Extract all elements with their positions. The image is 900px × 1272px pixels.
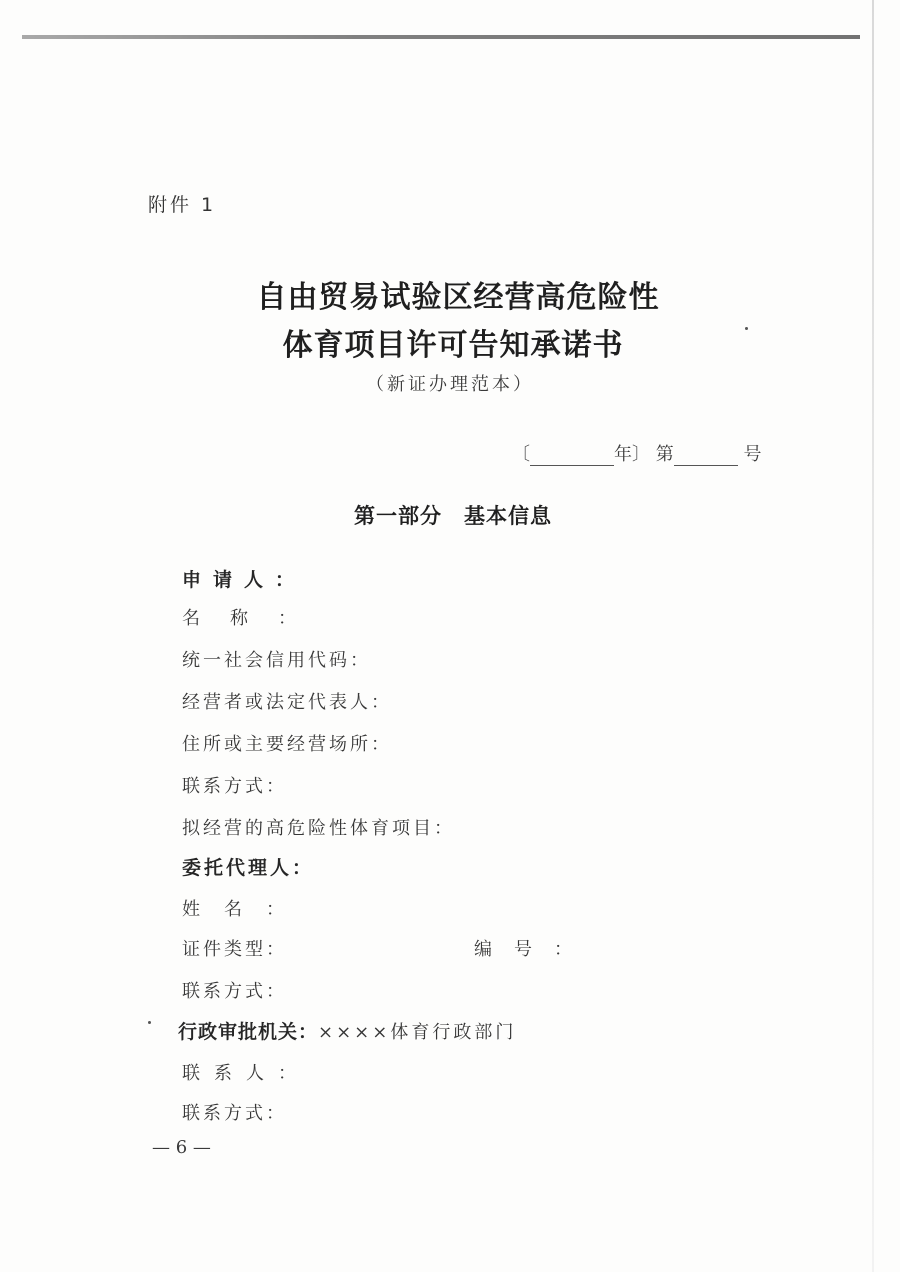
scan-top-border xyxy=(22,35,860,39)
legal-rep-label: 经营者或法定代表人： xyxy=(182,692,392,713)
doc-number-suffix: 号 xyxy=(743,444,762,465)
address-label: 住所或主要经营场所： xyxy=(182,734,392,755)
agent-contact-row xyxy=(182,977,287,1003)
agent-heading xyxy=(182,853,314,880)
sport-project-label: 拟经营的高危险性体育项目： xyxy=(182,818,455,839)
agent-name-label: 姓名： xyxy=(182,899,308,920)
page-number: — 6 — xyxy=(152,1137,211,1158)
authority-value: ××××体育行政部门 xyxy=(318,1022,517,1043)
attachment-label: 附件 1 xyxy=(148,194,217,216)
doc-number-open-bracket: 〔 xyxy=(512,444,530,465)
authority-contact-person-row xyxy=(182,1059,310,1085)
applicant-contact-row xyxy=(182,772,287,798)
applicant-name-row xyxy=(182,604,326,630)
section-title xyxy=(354,500,552,530)
agent-contact-label: 联系方式： xyxy=(182,981,287,1002)
document-title-line1: 自由贸易试验区经营高危险性 xyxy=(256,280,660,315)
authority-contact-row xyxy=(182,1099,287,1125)
applicant-name-label: 名称： xyxy=(182,608,326,629)
authority-row xyxy=(178,1017,516,1044)
number-blank xyxy=(674,445,738,466)
section-name: 基本信息 xyxy=(464,503,552,528)
scan-speck xyxy=(148,1021,151,1024)
sport-project-row xyxy=(182,814,455,840)
legal-rep-row xyxy=(182,688,392,714)
document-subtitle: （新证办理范本） xyxy=(366,374,534,395)
year-blank xyxy=(530,445,614,466)
doc-number-year-label: 年〕 xyxy=(614,444,650,465)
agent-name-row xyxy=(182,895,308,921)
applicant-heading xyxy=(182,565,306,592)
document-number-line xyxy=(512,440,761,466)
applicant-contact-label: 联系方式： xyxy=(182,776,287,797)
authority-heading: 行政审批机关： xyxy=(178,1021,319,1043)
agent-id-type-label: 证件类型： xyxy=(182,939,287,960)
address-row xyxy=(182,730,392,756)
doc-number-ordinal-prefix: 第 xyxy=(655,444,674,465)
section-part: 第一部分 xyxy=(354,503,442,528)
agent-id-number-label: 编号： xyxy=(474,939,594,960)
agent-id-type-row xyxy=(182,935,287,961)
document-title-line2: 体育项目许可告知承诺书 xyxy=(282,328,624,363)
agent-id-number-row xyxy=(474,935,594,961)
authority-contact-person-label: 联系人： xyxy=(182,1063,310,1084)
applicant-heading-text: 申请人： xyxy=(182,569,307,591)
credit-code-row xyxy=(182,646,371,672)
scan-right-edge xyxy=(872,0,874,1272)
credit-code-label: 统一社会信用代码： xyxy=(182,650,371,671)
agent-heading-text: 委托代理人： xyxy=(182,857,315,879)
authority-contact-label: 联系方式： xyxy=(182,1103,287,1124)
